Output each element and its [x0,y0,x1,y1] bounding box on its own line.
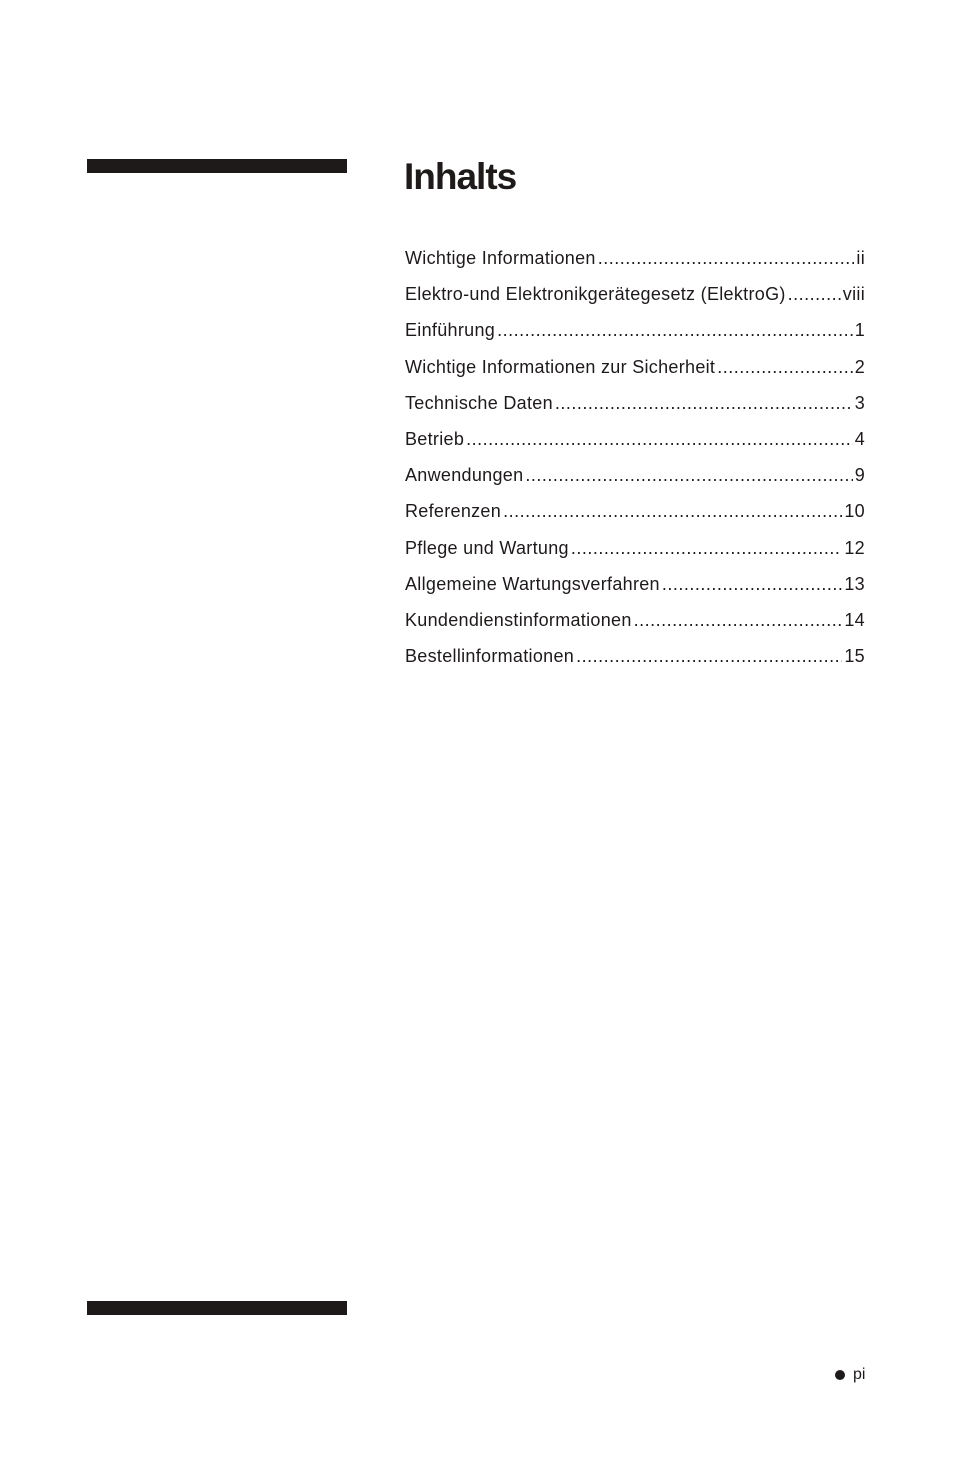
toc-entry [405,570,865,606]
toc-entry [405,425,865,461]
toc-entry-label: Betrieb [405,428,465,449]
toc-leader-dots [525,461,852,489]
bottom-decorative-rule [87,1301,347,1315]
toc-leader-dots [634,606,843,634]
toc-entry-page: 3 [854,392,865,413]
toc-entry-label: Einführung [405,320,496,341]
toc-entry [405,642,865,678]
toc-entry-label: Referenzen [405,501,502,522]
toc-leader-dots [503,497,842,525]
toc-entry-page: 2 [854,356,865,377]
toc-entry-label: Bestellinformationen [405,646,575,667]
toc-entry-page: 9 [854,465,865,486]
bullet-icon [835,1370,845,1380]
toc-leader-dots [788,280,841,308]
toc-entry [405,534,865,570]
toc-entry [405,389,865,425]
toc-entry-page: 15 [844,646,865,667]
toc-entry-page: 4 [854,428,865,449]
page-number: pi [853,1366,866,1383]
toc-entry-page: 12 [844,537,865,558]
toc-entry [405,280,865,316]
toc-entry-label: Kundendienstinformationen [405,609,632,630]
toc-entry-label: Pflege und Wartung [405,537,569,558]
toc-entry [405,461,865,497]
toc-entry [405,606,865,642]
toc-entry-label: Wichtige Informationen zur Sicherheit [405,356,716,377]
toc-entry-page: 10 [844,501,865,522]
toc-entry-page: 13 [844,573,865,594]
toc-entry-label: Anwendungen [405,465,524,486]
toc-entry [405,353,865,389]
toc-leader-dots [571,534,843,562]
toc-entry-page: 14 [844,609,865,630]
toc-entry [405,316,865,352]
toc-entry-page: ii [856,248,865,268]
toc-leader-dots [598,244,855,272]
page-title: Inhalts [404,156,517,197]
toc-leader-dots [576,642,842,670]
toc-entry-label: Elektro-und Elektronikgerätegesetz (ElektroG) [405,284,786,305]
toc-leader-dots [717,353,852,381]
toc-leader-dots [466,425,853,453]
toc-leader-dots [497,316,853,344]
toc-entry-label: Technische Daten [405,392,553,413]
toc-leader-dots [662,570,843,598]
toc-entry-label: Wichtige Informationen [405,248,596,268]
page-footer [835,1366,865,1384]
toc-entry-page: viii [842,284,865,305]
toc-entry [405,244,865,280]
top-decorative-rule [87,159,347,173]
toc-entry-label: Allgemeine Wartungsverfahren [405,573,660,594]
toc-leader-dots [555,389,853,417]
toc-entry-page: 1 [854,320,865,341]
toc-entry [405,497,865,533]
table-of-contents [405,244,865,678]
